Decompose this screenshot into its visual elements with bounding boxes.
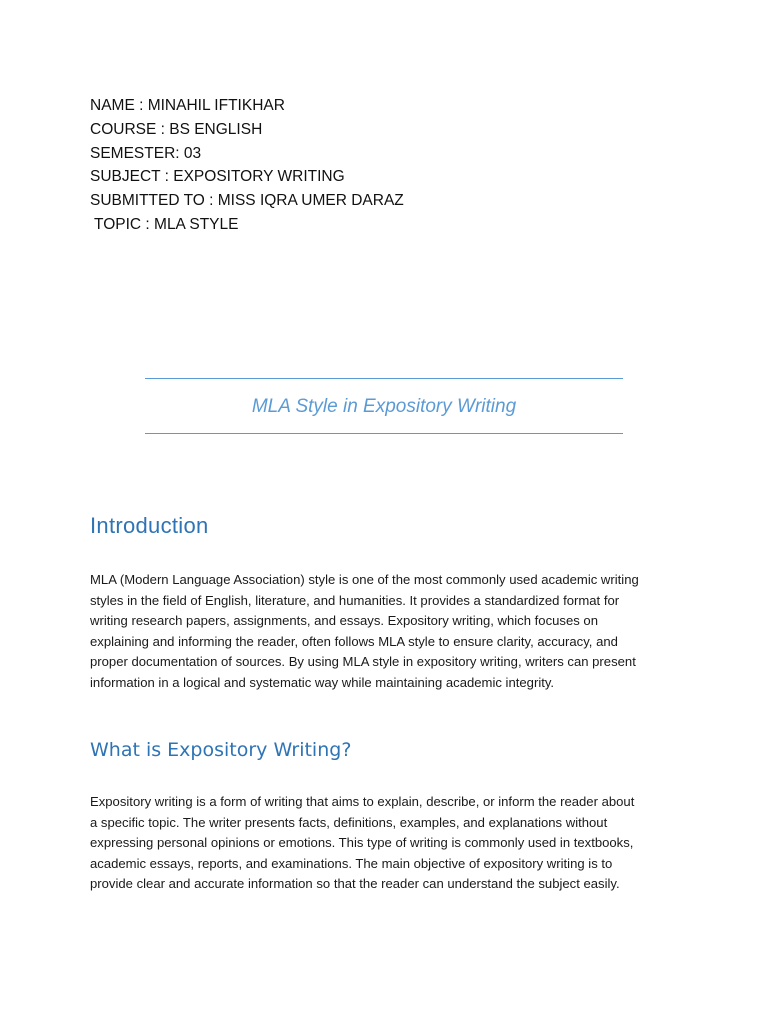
paragraph-line: provide clear and accurate information so that the reader can understand the subject easily. (90, 876, 620, 892)
subject-line: SUBJECT : EXPOSITORY WRITING (90, 168, 345, 186)
paragraph-line: a specific topic. The writer presents facts, definitions, examples, and explanations without (90, 814, 608, 830)
paragraph-line: MLA (Modern Language Association) style is one of the most commonly used academic writing (90, 572, 639, 587)
expository-writing-paragraph (90, 792, 690, 895)
paragraph-line: expressing personal opinions or emotions. This type of writing is commonly used in textbooks, (90, 835, 634, 851)
course-line: COURSE : BS ENGLISH (90, 120, 263, 138)
semester-line: SEMESTER: 03 (90, 144, 202, 162)
paragraph-line: writing research papers, assignments, and essays. Expository writing, which focuses on (90, 613, 598, 629)
section-heading-introduction: Introduction (90, 513, 209, 538)
section-heading-expository-writing: What is Expository Writing? (90, 739, 352, 761)
paragraph-line: academic essays, reports, and examinations. The main objective of expository writing is to (90, 855, 613, 871)
paragraph-line: Expository writing is a form of writing that aims to explain, describe, or inform the reader about (90, 794, 635, 809)
paragraph-line: proper documentation of sources. By using MLA style in expository writing, writers can present (90, 654, 636, 670)
document-title: MLA Style in Expository Writing (251, 396, 517, 417)
paragraph-line: styles in the field of English, literature, and humanities. It provides a standardized format for (90, 592, 620, 608)
topic-line: TOPIC : MLA STYLE (90, 215, 239, 233)
student-info-block (90, 94, 404, 237)
title-bottom-rule (145, 433, 623, 434)
paragraph-line: explaining and informing the reader, often follows MLA style to ensure clarity, accuracy, and (90, 633, 618, 649)
paragraph-line: information in a logical and systematic way while maintaining academic integrity. (90, 674, 555, 690)
title-top-rule (145, 378, 623, 379)
submitted-to-line: SUBMITTED TO : MISS IQRA UMER DARAZ (90, 192, 404, 210)
student-name: NAME : MINAHIL IFTIKHAR (90, 97, 285, 114)
introduction-paragraph (90, 570, 690, 694)
